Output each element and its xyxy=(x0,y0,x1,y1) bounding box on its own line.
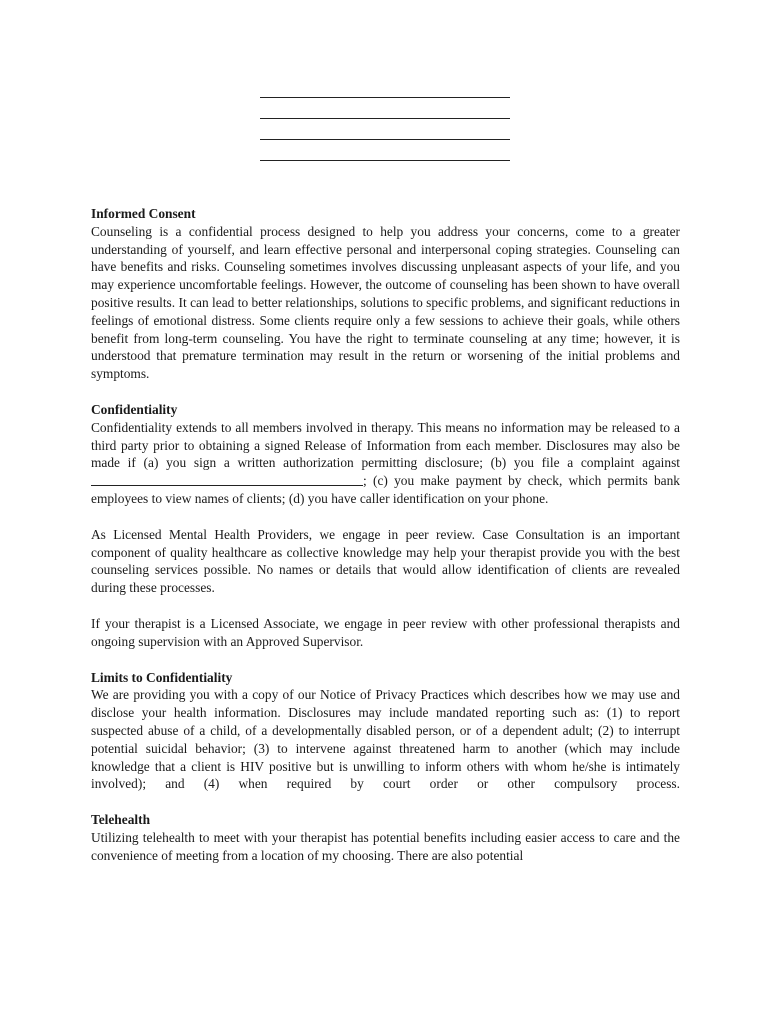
complaint-against-blank[interactable] xyxy=(91,473,363,486)
header-blank-lines xyxy=(260,96,510,180)
header-blank-line[interactable] xyxy=(260,138,510,140)
section-confidentiality xyxy=(91,401,680,651)
confidentiality-text-part2: ; (c) you make payment by check, which permits bank employees to view names of clients; (d) you have caller identification on your phone. xyxy=(91,473,680,506)
heading-telehealth: Telehealth xyxy=(91,812,151,828)
informed-consent-text: Counseling is a confidential process designed to help you address your concerns, come to a greater understanding of yourself, and learn effective personal and interpersonal coping strategies. Counseling can have benefits and risks. Counseling sometimes involves discussing unpleasant aspects of your life, and you may experience uncomfortable feelings. However, the outcome of counseling has been shown to have overall positive results. It can lead to better relationships, solutions to specific problems, and significant reductions in feelings of emotional distress. Some clients require only a few sessions to achieve their goals, while others benefit from long-term counseling. You have the right to terminate counseling at any time; however, it is understood that premature termination may result in the return or worsening of the initial problems and symptoms. xyxy=(91,223,680,382)
confidentiality-text-part1: Confidentiality extends to all members involved in therapy. This means no information may be released to a third party prior to obtaining a signed Release of Information from each member. Disclosures may also be made if (a) you sign a written authorization permitting disclosure; (b) you file a complaint against xyxy=(91,419,680,471)
limits-text: We are providing you with a copy of our Notice of Privacy Practices which describes how we may use and disclose your health information. Disclosures may include mandated reporting such as: (1) to report suspected abuse of a child, of a developmentally disabled person, or of a dependent adult; (2) to interrupt potential suicidal behavior; (3) to intervene against threatened harm to another (which may include knowledge that a client is HIV positive but is unwilling to inform others with whom he/she is intimately involved); and (4) when required by court order or other compulsory process. xyxy=(91,687,680,792)
licensed-associate-text: If your therapist is a Licensed Associate, we engage in peer review with other professional therapists and ongoing supervision with an Approved Supervisor. xyxy=(91,615,680,649)
peer-review-text: As Licensed Mental Health Providers, we engage in peer review. Case Consultation is an important component of quality healthcare as collective knowledge may help your therapist provide you with the best counseling services possible. No names or details that would allow identification of clients are revealed during these processes. xyxy=(91,526,680,596)
header-blank-line[interactable] xyxy=(260,117,510,119)
confidentiality-text xyxy=(91,419,680,508)
heading-limits-to-confidentiality: Limits to Confidentiality xyxy=(91,669,233,685)
heading-informed-consent: Informed Consent xyxy=(91,206,196,221)
header-blank-line[interactable] xyxy=(260,96,510,98)
section-informed-consent xyxy=(91,205,680,383)
section-telehealth xyxy=(91,811,680,864)
telehealth-text: Utilizing telehealth to meet with your therapist has potential benefits including easier access to care and the convenience of meeting from a location of my choosing. There are also potential xyxy=(91,829,680,863)
heading-confidentiality: Confidentiality xyxy=(91,401,178,417)
header-blank-line[interactable] xyxy=(260,159,510,161)
document-body xyxy=(91,205,680,883)
section-limits-to-confidentiality xyxy=(91,669,680,794)
